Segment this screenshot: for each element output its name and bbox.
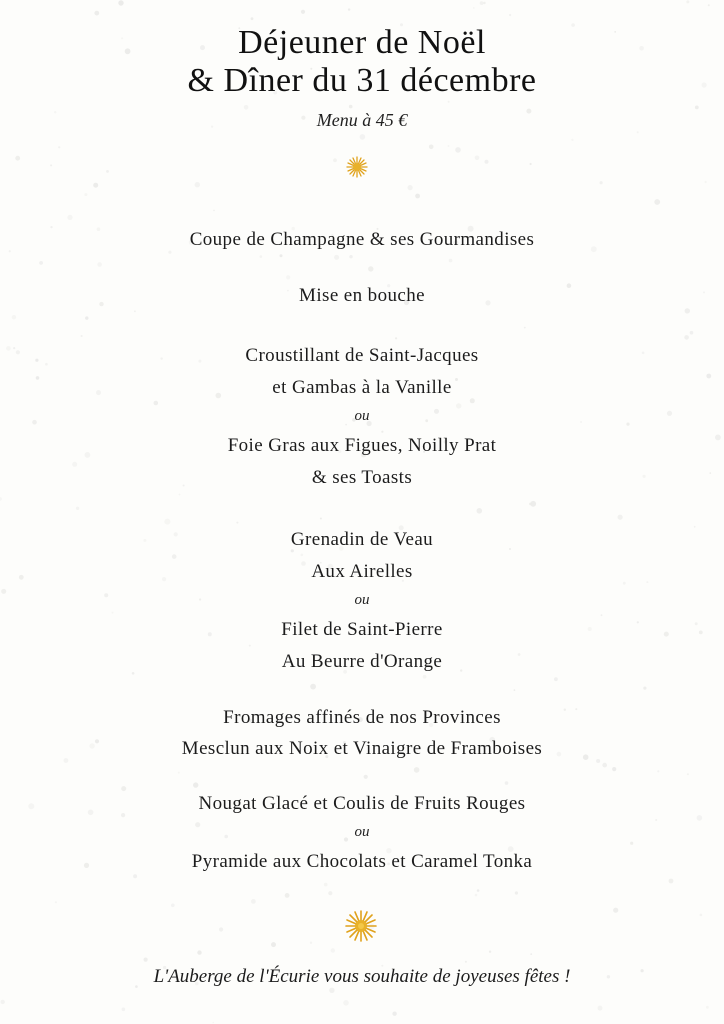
amuse-bouche-line: Mise en bouche	[299, 285, 425, 306]
main-option-2-line-1: Filet de Saint-Pierre	[281, 619, 443, 640]
starter-option-1-line-1: Croustillant de Saint-Jacques	[245, 345, 479, 366]
main-option-1-line-2: Aux Airelles	[311, 561, 413, 582]
footer-wishes: L'Auberge de l'Écurie vous souhaite de joyeuses fêtes !	[153, 966, 571, 987]
aperitif-line: Coupe de Champagne & ses Gourmandises	[189, 229, 535, 250]
sun-star-icon	[345, 910, 377, 942]
cheese-line-2: Mesclun aux Noix et Vinaigre de Framboises	[181, 738, 543, 759]
main-separator: ou	[354, 592, 370, 608]
menu-title-line-1: Déjeuner de Noël	[238, 24, 486, 61]
dessert-option-1: Nougat Glacé et Coulis de Fruits Rouges	[198, 793, 526, 814]
main-option-1-line-1: Grenadin de Veau	[290, 529, 434, 550]
dessert-option-2: Pyramide aux Chocolats et Caramel Tonka	[191, 851, 533, 872]
starter-option-1-line-2: et Gambas à la Vanille	[272, 377, 452, 398]
starter-separator: ou	[354, 408, 370, 424]
menu-price: Menu à 45 €	[316, 110, 408, 130]
sun-star-icon	[346, 156, 368, 178]
dessert-separator: ou	[354, 824, 370, 840]
starter-option-2-line-1: Foie Gras aux Figues, Noilly Prat	[227, 435, 497, 456]
main-option-2-line-2: Au Beurre d'Orange	[281, 651, 443, 672]
starter-option-2-line-2: & ses Toasts	[311, 467, 413, 488]
menu-title-line-2: & Dîner du 31 décembre	[187, 62, 537, 99]
cheese-line-1: Fromages affinés de nos Provinces	[223, 707, 501, 728]
